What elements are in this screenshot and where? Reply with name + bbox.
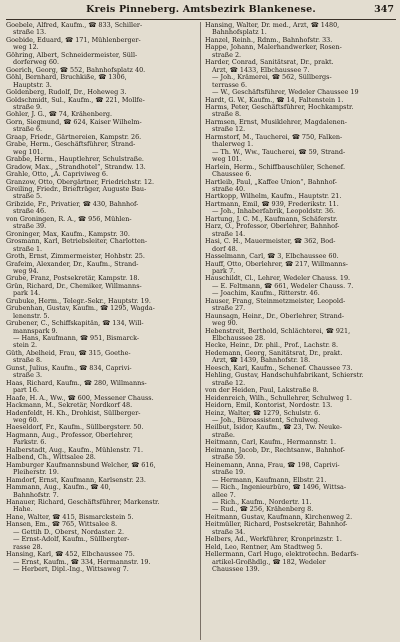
directory-entry-line: Hauschildt, Cl., Lehrer, Wedeler Chauss. 19. bbox=[205, 275, 351, 283]
directory-entry-line: Hanzel, Reinh., Rdnm., Bahnhofstr. 33. bbox=[205, 36, 333, 44]
directory-entry-line: Harlein, Herm., Schiffbauschüler, Schenef. bbox=[205, 163, 345, 171]
directory-entry-line: dorferweg 60. bbox=[13, 59, 60, 67]
directory-entry-line: Hadenfeldt, H. Kh., Drohkist, Süllberger- bbox=[6, 409, 141, 417]
directory-entry-line: park 7. bbox=[212, 267, 236, 275]
directory-entry-line: Grahle, Otto, „A. Capriviweg 6. bbox=[6, 171, 109, 179]
directory-entry-line: Harder, Conrad, Sanitätsrat, Dr., prakt. bbox=[205, 59, 334, 67]
directory-entry-line: straße 19. bbox=[212, 469, 246, 477]
directory-entry-line: Chaussee 139. bbox=[212, 566, 260, 574]
directory-entry-line: Hamdorf, Ernst, Kaufmann, Karlsenstr. 23. bbox=[6, 476, 146, 484]
directory-entry-line: Helbers, Ad., Werkführer, Kronprinzstr. 1. bbox=[205, 536, 342, 544]
directory-entry-line: Held, Leo, Rentner, Am Stadtweg 5. bbox=[205, 543, 323, 551]
directory-entry-line: artikel-Großhdlg., ☎ 182, Wedeler bbox=[212, 558, 326, 566]
page-number: 347 bbox=[374, 4, 394, 15]
directory-entry-line: Bahnhofstr. 7. bbox=[13, 491, 59, 499]
directory-entry-line: Harmsen, Ernst, Musiklehrer, Magdalenen- bbox=[205, 118, 347, 126]
directory-entry-line: Haafe, H. A., Ww., ☎ 600, Messener Chauss. bbox=[6, 394, 154, 402]
directory-entry-line: rasse 28. bbox=[13, 543, 43, 551]
directory-entry-line: Goldenberg, Rudolf, Dr., Hoheweg 3. bbox=[6, 89, 127, 97]
directory-entry-line: straße 12. bbox=[212, 379, 246, 387]
directory-entry-line: Grafeim, Alexander, Dr., Kaufm., Strand- bbox=[6, 260, 139, 268]
directory-entry-line: Grabe, Herm., Geschäftsführer, Strand- bbox=[6, 141, 136, 149]
directory-entry-line: Gunst, Julius, Kaufm., ☎ 834, Caprivi- bbox=[6, 364, 132, 372]
directory-entry-line: — Ernst, Kaufm., ☎ 334, Hermannstr. 19. bbox=[13, 558, 151, 566]
directory-entry-line: Hebenstreit, Berthold, Schlächterei, ☎ 921, bbox=[205, 327, 351, 335]
directory-entry-line: weg 101. bbox=[13, 148, 43, 156]
directory-entry-line: Hammann, Aug., Kaufm., ☎ 40, bbox=[6, 484, 111, 492]
directory-entry-line: Göhl, Bernhard, Bruchkiße, ☎ 1306, bbox=[6, 74, 127, 82]
directory-entry-line: Grubenhan, Gustav, Kaufm., ☎ 1295, Wagda- bbox=[6, 305, 155, 313]
directory-entry-line: Grubener, C., Schiffskapitän, ☎ 134, Will- bbox=[6, 320, 144, 328]
directory-entry-line: straße 59. bbox=[212, 454, 246, 462]
directory-entry-line: Hansing, Walter, Dr. med., Arzt, ☎ 1480, bbox=[205, 22, 340, 29]
directory-entry-line: Arzt, ☎ 1433, Elbchaussee 7. bbox=[212, 66, 310, 74]
directory-entry-line: Goldschmidt, Sul., Kaufm., ☎ 221, Mollfe- bbox=[6, 96, 145, 104]
directory-entry-line: weg 60. bbox=[13, 417, 39, 425]
directory-entry-line: Hedemann, Georg, Sanitätsrat, Dr., prakt. bbox=[205, 349, 343, 357]
left-column bbox=[6, 22, 201, 640]
directory-entry-line: Granzow, Otto, Obergärtner, Friedrichstr. 12. bbox=[6, 178, 155, 186]
directory-entry-line: Hasi, C. H., Mauermeister, ☎ 362, Bod- bbox=[205, 238, 336, 246]
directory-entry-line: terrasse 6. bbox=[212, 81, 247, 89]
directory-entry-line: Hamburger Kaufmannsbund Welcher, ☎ 616, bbox=[6, 461, 156, 469]
directory-entry-line: weg 90. bbox=[212, 320, 238, 328]
directory-entry-line: Hartleib, Paul, „Kaffee Union“, Bahnhof- bbox=[205, 178, 337, 186]
directory-entry-line: Hartung, J. C. M., Kaufmann, Schäferstr. bbox=[205, 215, 338, 223]
directory-entry-line: straße 8. bbox=[13, 357, 43, 365]
directory-entry-line: straße 1. bbox=[13, 245, 43, 253]
directory-entry-line: — Joh., Büroassistent, Schulweg. bbox=[212, 417, 320, 425]
directory-entry-line: Harms, Peter, Geschäftsführer, Hochkampstr. bbox=[205, 103, 354, 111]
directory-entry-line: Greiling, Friedr., Briefträger, Auguste Bau- bbox=[6, 185, 147, 193]
directory-entry-line: weg 94. bbox=[13, 267, 39, 275]
directory-entry-line: — Joachim, Kaufm., Ritterstr. 46. bbox=[212, 290, 320, 298]
directory-entry-line: Hanauer, Richard, Geschäftsführer, Markenstr. bbox=[6, 499, 160, 506]
directory-entry-line: allee 7. bbox=[212, 491, 236, 499]
directory-entry-line: straße 14. bbox=[212, 230, 246, 238]
directory-entry-line: Hartkopp, Wilhelm, Kaufm., Hauptstr. 21. bbox=[205, 193, 342, 201]
directory-entry-line: Heidorn, Emil, Kontorist, Nordostr. 13. bbox=[205, 402, 333, 410]
directory-entry-line: Heinemann, Anna, Frau, ☎ 198, Caprivi- bbox=[205, 461, 340, 469]
directory-entry-line: Heilbut, Isidor, Kaufm., ☎ 23, Tw. Neuke- bbox=[205, 424, 342, 432]
directory-entry-line: weg 101. bbox=[212, 156, 242, 164]
directory-entry-line: Parkstr. 6. bbox=[13, 439, 47, 447]
directory-entry-line: lenenstr. 5. bbox=[13, 312, 50, 320]
directory-entry-line: — Rich., Ingenieurbüro, ☎ 1496, Wittsa- bbox=[212, 484, 347, 492]
directory-entry-line: straße 13. bbox=[13, 29, 47, 37]
directory-entry-line: Groth, Ernst, Zimmermeister, Hohbstr. 25. bbox=[6, 253, 145, 261]
directory-entry-line: Chaussee 6. bbox=[212, 171, 252, 179]
directory-entry-line: Haas, Richard, Kaufm., ☎ 280, Willmanns- bbox=[6, 379, 147, 387]
directory-entry-line: Harz, O., Professor, Oberlehrer, Bahnhof- bbox=[205, 223, 340, 231]
directory-entry-line: Hauff, Otto, Oberlehrer, ☎ 217, Willmanns- bbox=[205, 260, 348, 268]
directory-entry-line: von Groningen, R. A., ☎ 956, Mühlen- bbox=[6, 215, 132, 223]
directory-entry-line: park 14. bbox=[13, 290, 41, 298]
directory-entry-line: — Rud., ☎ 256, Krähenberg 8. bbox=[212, 506, 314, 514]
directory-entry-line: Halbend, Ch., Wittsalee 28. bbox=[6, 454, 96, 462]
directory-entry-line: — Ernst-Adolf, Kaufm., Süllbergter- bbox=[13, 536, 130, 544]
directory-entry-line: straße 27. bbox=[212, 305, 246, 313]
directory-entry-line: straße 34. bbox=[212, 528, 246, 536]
directory-entry-line: Göhring, Albert, Schneidermeister, Süll- bbox=[6, 51, 138, 59]
directory-entry-line: Grubuke, Herm., Telegr.-Sekr., Hauptstr. 19. bbox=[6, 297, 151, 305]
directory-entry-line: Goerich, Georg, ☎ 552, Bahnhofsplatz 40. bbox=[6, 66, 146, 74]
directory-entry-line: Goebele, Alfred, Kaufm., ☎ 833, Schiller- bbox=[6, 22, 143, 29]
directory-entry-line: Hansing, Karl, ☎ 452, Elbchaussee 75. bbox=[6, 551, 135, 559]
right-column bbox=[201, 22, 396, 640]
directory-entry-line: Harmstorf, M., Taucherei, ☎ 750, Falken- bbox=[205, 133, 343, 141]
directory-entry-line: straße 46. bbox=[13, 208, 47, 216]
directory-entry-line: straße 2. bbox=[212, 51, 242, 59]
directory-entry-line: Heitmüller, Richard, Postsekretär, Bahnhof- bbox=[205, 521, 348, 529]
directory-entry-line: Halberstadt, Aug., Kaufm., Mühlenstr. 71. bbox=[6, 446, 144, 454]
directory-entry-line: weg 12. bbox=[13, 44, 39, 52]
directory-entry-line: — Rich., Kaufm., Nordertr. 11. bbox=[212, 499, 312, 506]
directory-entry-line: straße 12. bbox=[212, 126, 246, 134]
directory-entry-line: — Joh., Krämerei, ☎ 562, Süllbergs- bbox=[212, 74, 332, 82]
directory-entry-line: part 16. bbox=[13, 387, 39, 395]
directory-entry-line: Hecke, Heinr., Dr. phil., Prof., Lachstr. 8. bbox=[205, 342, 339, 350]
directory-entry-line: — Herbert, Dipl.-Ing., Wittsaweg 7. bbox=[13, 566, 129, 574]
directory-entry-line: Bahnhofsplatz 1. bbox=[212, 29, 267, 37]
directory-entry-line: straße 9. bbox=[13, 103, 43, 111]
directory-entry-line: Grün, Richard, Dr., Chemiker, Willmanns- bbox=[6, 282, 142, 290]
directory-entry-line: Hasselmann, Carl, ☎ 3, Elbchaussee 60. bbox=[205, 253, 339, 261]
directory-entry-line: Haeseldorf, Fr., Kaufm., Süllbergsterr. 50. bbox=[6, 424, 144, 432]
directory-entry-line: Grube, Franz, Postsekretär, Kampstr. 18. bbox=[6, 275, 140, 283]
directory-entry-line: Hehling, Gustav, Handschuhfabrikant, Schierstr. bbox=[205, 372, 364, 380]
running-header bbox=[6, 3, 396, 20]
directory-entry-line: Goebide, Eduard, ☎ 171, Mühlenberger- bbox=[6, 36, 141, 44]
directory-entry-line: Heimann, Jacob, Dr., Rechtsanw., Bahnhof- bbox=[205, 446, 345, 454]
directory-entry-line: Elbchaussee 28. bbox=[212, 335, 266, 343]
directory-entry-line: straße 40. bbox=[212, 185, 246, 193]
directory-entry-line: Pleiherstr. 19. bbox=[13, 469, 59, 477]
directory-entry-line: Arzt, ☎ 1439, Bahnhofstr. 18. bbox=[212, 357, 311, 365]
directory-entry-line: Graap, Friedr., Gärtnereien, Kampstr. 26. bbox=[6, 133, 142, 141]
directory-entry-line: straße 6. bbox=[13, 126, 43, 134]
directory-entry-line: dorf 48. bbox=[212, 245, 238, 253]
directory-entry-line: Gradow, Max., „Strandhotel“, Strandw. 13. bbox=[6, 163, 146, 171]
directory-entry-line: Groninger, Max, Kaufm., Kampstr. 30. bbox=[6, 230, 130, 238]
directory-entry-line: Hagmann, Aug., Professor, Oberlehrer, bbox=[6, 431, 133, 439]
directory-entry-line: Gohler, J. G., ☎ 74, Krähenberg. bbox=[6, 111, 113, 119]
directory-entry-line: straße 3. bbox=[13, 372, 43, 380]
directory-entry-line: Happe, Johann, Malerhandwerker, Rosen- bbox=[205, 44, 342, 52]
directory-entry-line: — Hans, Kaufmann, ☎ 951, Bismarck- bbox=[13, 335, 140, 343]
directory-entry-line: Hardt, G. W., Kaufm., ☎ 14, Faltenstein 1. bbox=[205, 96, 344, 104]
page-title: Kreis Pinneberg. Amtsbezirk Blankenese. bbox=[86, 4, 316, 15]
directory-entry-line: Heesch, Karl, Kaufm., Schenef. Chaussee 73. bbox=[205, 364, 353, 372]
directory-entry-line: straße. bbox=[212, 431, 235, 439]
directory-entry-line: straße 8. bbox=[212, 111, 242, 119]
directory-entry-line: Hauser, Frang, Steinmetzmeister, Leopold- bbox=[205, 297, 346, 305]
directory-entry-line: Heidenreich, Wilh., Schullehrer, Schulweg 1. bbox=[205, 394, 352, 402]
directory-entry-line: Hackmann, M., Sekretär, Nordkorf 48. bbox=[6, 402, 133, 410]
directory-entry-line: Hauptstr. 3. bbox=[13, 81, 52, 89]
directory-entry-line: Hartmann, Emil, ☎ 939, Frederikstr. 11. bbox=[205, 200, 339, 208]
directory-entry-line: — Gettih D., Oberst, Nordaster. 2. bbox=[13, 528, 125, 536]
directory-entry-line: Hane, Walter, ☎ 415, Bismarckstein 5. bbox=[6, 513, 134, 521]
directory-entry-line: Güth, Abelheid, Frau, ☎ 315, Goethe- bbox=[6, 349, 131, 357]
directory-entry-line: straße 39. bbox=[13, 223, 47, 231]
directory-entry-line: Haunsagn, Heinr., Dr., Oberlehrer, Strand- bbox=[205, 312, 345, 320]
columns bbox=[6, 22, 396, 640]
directory-entry-line: stein 2. bbox=[13, 342, 38, 350]
directory-entry-line: Grosmann, Karl, Betriebsleiter, Charlotten- bbox=[6, 238, 148, 246]
directory-entry-line: — E. Feltmann, ☎ 661, Wedeler Chauss. 7. bbox=[212, 282, 354, 290]
directory-entry-line: — W., Geschäftsführer, Wedeler Chaussee 19 bbox=[212, 89, 359, 97]
directory-entry-line: straße 5. bbox=[13, 193, 43, 201]
directory-entry-line: — Th. W., Ww., Taucherei, ☎ 59, Strand- bbox=[212, 148, 346, 156]
directory-entry-line: Hansen, Em., ☎ 765, Wittsalee 8. bbox=[6, 521, 118, 529]
directory-entry-line: Heinz, Walter, ☎ 1279, Schulstr. 6. bbox=[205, 409, 321, 417]
directory-entry-line: Heitmann, Carl, Kaufm., Hermannstr. 1. bbox=[205, 439, 337, 447]
directory-entry-line: mannspark 9. bbox=[13, 327, 58, 335]
directory-entry-line: — Joh., Inhaberfabrik, Leopoldstr. 36. bbox=[212, 208, 336, 216]
directory-entry-line: Heitmann, Gustav, Kaufmann, Kirchenweg 2. bbox=[205, 513, 353, 521]
directory-entry-line: Grabbe, Herm., Hauptlehrer, Schulstraße. bbox=[6, 156, 144, 164]
directory-entry-line: Hellermann, Carl Hugo, elektrotechn. Bedarfs- bbox=[205, 551, 359, 559]
directory-entry-line: — Hermann, Kaufmann, Elbstr. 21. bbox=[212, 476, 327, 484]
directory-entry-line: von der Heiden, Paul, Lakstraße 8. bbox=[205, 387, 319, 395]
directory-entry-line: thalerweg 1. bbox=[212, 141, 254, 149]
directory-entry-line: Hahe. bbox=[13, 506, 33, 514]
directory-entry-line: Gribzide, Fr., Privatier, ☎ 430, Bahnhof- bbox=[6, 200, 139, 208]
directory-entry-line: Gorn, Siegmund, ☎ 624, Kaiser Wilhelm- bbox=[6, 118, 142, 126]
